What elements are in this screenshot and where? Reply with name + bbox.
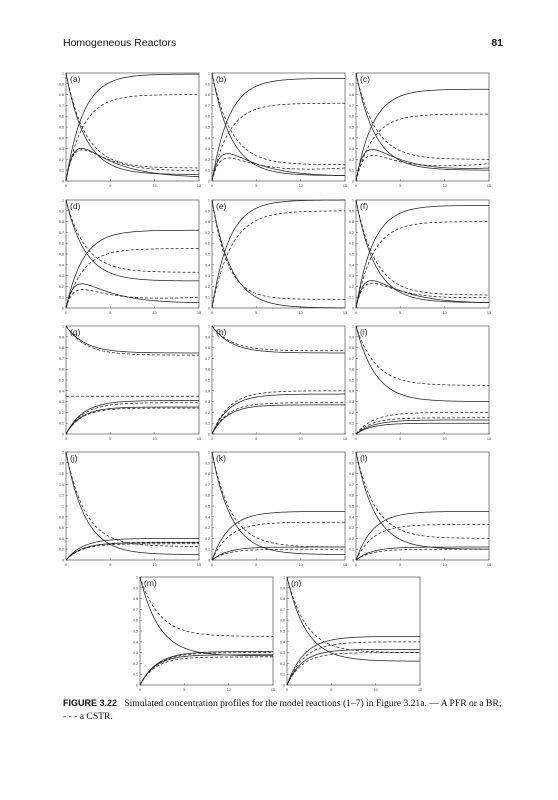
y-tick-label: 1: [208, 71, 210, 76]
y-tick-label: 0.1: [280, 672, 285, 677]
x-tick-label: 10: [298, 437, 303, 441]
y-tick-label: 0.5: [349, 125, 354, 130]
panel-i: [349, 325, 491, 442]
x-tick-label: 10: [442, 311, 447, 315]
y-tick-label: 0.5: [205, 504, 210, 509]
y-tick-label: 0.7: [205, 482, 210, 487]
panel-h: [205, 325, 347, 442]
y-tick-label: 0.8: [205, 346, 210, 351]
panel-letter: (c): [360, 74, 370, 84]
y-tick-label: 0.3: [349, 274, 354, 279]
y-tick-label: 0.6: [133, 618, 138, 623]
y-tick-label: 0.9: [205, 82, 210, 87]
y-tick-label: 0.3: [59, 274, 64, 279]
y-tick-label: 0.3: [59, 400, 64, 405]
x-tick-label: 0: [354, 437, 358, 441]
panel-e: [205, 199, 347, 316]
y-tick-label: 0.2: [59, 157, 64, 162]
x-tick-label: 5: [109, 184, 112, 188]
y-tick-label: 0: [208, 432, 210, 437]
y-tick-label: 0.7: [349, 356, 354, 361]
y-tick-label: 0.4: [59, 389, 64, 394]
y-tick-label: 0.9: [205, 335, 210, 340]
y-tick-label: 0: [352, 179, 354, 184]
x-tick-label: 10: [373, 688, 378, 692]
y-tick-label: 0.5: [349, 378, 354, 383]
plot-frame: [66, 326, 199, 434]
y-tick-label: 0.2: [349, 410, 354, 415]
y-tick-label: 1: [62, 198, 64, 203]
y-tick-label: 0.3: [205, 400, 210, 405]
x-tick-label: 15: [342, 184, 348, 188]
y-tick-label: 0.8: [205, 93, 210, 98]
panel-letter: (l): [360, 453, 368, 463]
y-tick-label: 0.7: [59, 230, 64, 235]
y-tick-label: 0.4: [133, 640, 138, 645]
y-tick-label: 0.6: [205, 114, 210, 119]
x-tick-label: 15: [486, 184, 492, 188]
panel-letter: (n): [291, 578, 302, 588]
panel-b: [205, 72, 347, 189]
running-title: Homogeneous Reactors: [63, 37, 177, 49]
x-tick-label: 15: [342, 437, 348, 441]
y-tick-label: 0.3: [205, 147, 210, 152]
y-tick-label: 0.2: [133, 661, 138, 666]
y-tick-label: 0.1: [349, 421, 354, 426]
panel-letter: (k): [216, 453, 226, 463]
x-tick-label: 5: [330, 688, 333, 692]
y-tick-label: 0.6: [205, 493, 210, 498]
x-tick-label: 0: [354, 184, 358, 188]
y-tick-label: 0.6: [205, 241, 210, 246]
x-tick-label: 10: [298, 311, 303, 315]
y-tick-label: 0.2: [59, 547, 64, 552]
y-tick-label: 1: [352, 198, 354, 203]
y-tick-label: 0.8: [349, 346, 354, 351]
panel-d: [59, 199, 201, 316]
y-tick-label: 0.3: [349, 400, 354, 405]
panel-c: [349, 72, 491, 189]
panel-l: [349, 451, 491, 568]
x-tick-label: 5: [255, 563, 258, 567]
y-tick-label: 0.1: [133, 672, 138, 677]
x-tick-label: 0: [354, 563, 358, 567]
x-tick-label: 10: [152, 437, 157, 441]
y-tick-label: 0.8: [349, 220, 354, 225]
y-tick-label: 0.9: [133, 586, 138, 591]
y-tick-label: 0.8: [59, 346, 64, 351]
y-tick-label: 0.3: [205, 526, 210, 531]
y-tick-label: 1: [62, 324, 64, 329]
y-tick-label: 0.1: [205, 421, 210, 426]
y-tick-label: 0: [62, 432, 64, 437]
y-tick-label: 0.1: [349, 295, 354, 300]
y-tick-label: 0.3: [133, 651, 138, 656]
y-tick-label: 0.8: [205, 220, 210, 225]
x-tick-label: 15: [486, 437, 492, 441]
x-tick-label: 0: [64, 311, 68, 315]
y-tick-label: 0.4: [349, 515, 354, 520]
y-tick-label: 1: [62, 504, 64, 509]
y-tick-label: 0: [136, 683, 138, 688]
y-tick-label: 0.7: [205, 103, 210, 108]
y-tick-label: 0.4: [205, 136, 210, 141]
y-tick-label: 0.9: [205, 209, 210, 214]
page-number: 81: [491, 37, 503, 49]
y-tick-label: 0.9: [349, 461, 354, 466]
y-tick-label: 0.7: [59, 356, 64, 361]
y-tick-label: 0.9: [59, 82, 64, 87]
y-tick-label: 0.6: [205, 367, 210, 372]
y-tick-label: 0.5: [59, 125, 64, 130]
y-tick-label: 0.1: [349, 168, 354, 173]
panel-letter: (b): [216, 74, 227, 84]
x-tick-label: 10: [442, 437, 447, 441]
y-tick-label: 0.2: [205, 536, 210, 541]
y-tick-label: 0.8: [133, 597, 138, 602]
y-tick-label: 0.8: [349, 93, 354, 98]
y-tick-label: 1.8: [59, 461, 64, 466]
y-tick-label: 0.8: [280, 597, 285, 602]
y-tick-label: 0.8: [59, 93, 64, 98]
x-tick-label: 10: [226, 688, 231, 692]
panel-letter: (h): [216, 327, 227, 337]
y-tick-label: 0.5: [205, 378, 210, 383]
y-tick-label: 0.2: [205, 284, 210, 289]
y-tick-label: 0.4: [59, 263, 64, 268]
y-tick-label: 1: [62, 71, 64, 76]
panel-letter: (m): [144, 578, 157, 588]
y-tick-label: 0.3: [59, 147, 64, 152]
x-tick-label: 5: [255, 184, 258, 188]
y-tick-label: 0.4: [349, 136, 354, 141]
y-tick-label: 1.2: [59, 493, 64, 498]
x-tick-label: 0: [64, 437, 68, 441]
y-tick-label: 0.7: [205, 230, 210, 235]
y-tick-label: 1: [352, 324, 354, 329]
y-tick-label: 0.9: [205, 461, 210, 466]
x-tick-label: 10: [152, 311, 157, 315]
y-tick-label: 0.6: [349, 114, 354, 119]
y-tick-label: 0: [62, 179, 64, 184]
y-tick-label: 0.7: [205, 356, 210, 361]
x-tick-label: 0: [64, 563, 68, 567]
plot-frame: [140, 577, 273, 685]
panel-f: [349, 199, 491, 316]
y-tick-label: 0.4: [205, 389, 210, 394]
x-tick-label: 0: [354, 311, 358, 315]
y-tick-label: 0.5: [349, 252, 354, 257]
y-tick-label: 0.2: [349, 157, 354, 162]
y-tick-label: 0.5: [205, 125, 210, 130]
x-tick-label: 0: [138, 688, 142, 692]
y-tick-label: 0.4: [205, 263, 210, 268]
figure-caption-text: Simulated concentration profiles for the model reactions (1–7) in Figure 3.21a. — A PFR or a BR; - - - a CSTR.: [63, 698, 502, 722]
panel-letter: (f): [360, 201, 369, 211]
y-tick-label: 0: [352, 306, 354, 311]
y-tick-label: 0.8: [59, 515, 64, 520]
y-tick-label: 0.2: [280, 661, 285, 666]
y-tick-label: 0.1: [205, 295, 210, 300]
x-tick-label: 10: [442, 184, 447, 188]
y-tick-label: 0.5: [59, 252, 64, 257]
y-tick-label: 1.4: [59, 482, 64, 487]
y-tick-label: 1: [283, 575, 285, 580]
y-tick-label: 0.7: [133, 607, 138, 612]
y-tick-label: 0.3: [349, 147, 354, 152]
x-tick-label: 15: [196, 563, 202, 567]
x-tick-label: 5: [109, 311, 112, 315]
panel-k: [205, 451, 347, 568]
y-tick-label: 1: [352, 71, 354, 76]
y-tick-label: 0.4: [349, 263, 354, 268]
y-tick-label: 0.3: [205, 274, 210, 279]
y-tick-label: 0.6: [280, 618, 285, 623]
y-tick-label: 0: [208, 179, 210, 184]
panel-letter: (i): [360, 327, 368, 337]
y-tick-label: 0.9: [280, 586, 285, 591]
y-tick-label: 0.6: [349, 241, 354, 246]
y-tick-label: 0.6: [349, 367, 354, 372]
x-tick-label: 5: [399, 311, 402, 315]
x-tick-label: 15: [270, 688, 276, 692]
y-tick-label: 0.5: [59, 378, 64, 383]
panel-m: [133, 576, 275, 693]
y-tick-label: 0.2: [59, 410, 64, 415]
x-tick-label: 5: [183, 688, 186, 692]
y-tick-label: 0.3: [280, 651, 285, 656]
panel-g: [59, 325, 201, 442]
y-tick-label: 0.4: [280, 640, 285, 645]
y-tick-label: 0.3: [349, 526, 354, 531]
x-tick-label: 0: [285, 688, 289, 692]
panel-n: [280, 576, 422, 693]
y-tick-label: 0.4: [205, 515, 210, 520]
x-tick-label: 5: [255, 437, 258, 441]
x-tick-label: 15: [486, 311, 492, 315]
y-tick-label: 0.6: [59, 526, 64, 531]
y-tick-label: 0.4: [59, 536, 64, 541]
y-tick-label: 0: [208, 306, 210, 311]
x-tick-label: 0: [210, 563, 214, 567]
y-tick-label: 2: [62, 450, 64, 455]
x-tick-label: 15: [196, 311, 202, 315]
y-tick-label: 0.6: [59, 241, 64, 246]
y-tick-label: 0.4: [59, 136, 64, 141]
y-tick-label: 0: [62, 558, 64, 563]
y-tick-label: 0.9: [349, 335, 354, 340]
y-tick-label: 0: [208, 558, 210, 563]
y-tick-label: 1: [208, 198, 210, 203]
y-tick-label: 0.4: [349, 389, 354, 394]
plot-frame: [212, 200, 345, 308]
y-tick-label: 0.7: [349, 103, 354, 108]
y-tick-label: 0.7: [349, 230, 354, 235]
panel-j: [59, 451, 201, 568]
y-tick-label: 0.9: [349, 82, 354, 87]
y-tick-label: 0.5: [133, 629, 138, 634]
y-tick-label: 0: [352, 432, 354, 437]
y-tick-label: 0.2: [205, 157, 210, 162]
y-tick-label: 0.2: [59, 284, 64, 289]
x-tick-label: 5: [399, 184, 402, 188]
y-tick-label: 0: [62, 306, 64, 311]
y-tick-label: 0.8: [349, 472, 354, 477]
x-tick-label: 15: [196, 184, 202, 188]
plot-frame: [356, 452, 489, 560]
y-tick-label: 0.9: [59, 335, 64, 340]
y-tick-label: 0.7: [280, 607, 285, 612]
x-tick-label: 10: [298, 563, 303, 567]
figure-label: FIGURE 3.22: [63, 698, 118, 708]
y-tick-label: 0.5: [349, 504, 354, 509]
x-tick-label: 0: [210, 311, 214, 315]
x-tick-label: 10: [152, 563, 157, 567]
y-tick-label: 0.8: [205, 472, 210, 477]
x-tick-label: 0: [64, 184, 68, 188]
figure-caption: [63, 697, 503, 723]
y-tick-label: 1: [208, 324, 210, 329]
x-tick-label: 10: [298, 184, 303, 188]
y-tick-label: 0: [352, 558, 354, 563]
y-tick-label: 0.1: [205, 168, 210, 173]
y-tick-label: 0.2: [205, 410, 210, 415]
y-tick-label: 0.5: [280, 629, 285, 634]
y-tick-label: 0.8: [59, 220, 64, 225]
x-tick-label: 15: [342, 563, 348, 567]
panel-a: [59, 72, 201, 189]
y-tick-label: 0.5: [205, 252, 210, 257]
y-tick-label: 1: [208, 450, 210, 455]
y-tick-label: 0.2: [349, 284, 354, 289]
x-tick-label: 15: [196, 437, 202, 441]
x-tick-label: 5: [109, 563, 112, 567]
y-tick-label: 0.7: [349, 482, 354, 487]
y-tick-label: 0.6: [59, 367, 64, 372]
panel-letter: (j): [70, 453, 78, 463]
panel-letter: (a): [70, 74, 81, 84]
y-tick-label: 0.6: [59, 114, 64, 119]
y-tick-label: 0.7: [59, 103, 64, 108]
y-tick-label: 0: [283, 683, 285, 688]
panel-letter: (g): [70, 327, 81, 337]
x-tick-label: 10: [152, 184, 157, 188]
y-tick-label: 0.6: [349, 493, 354, 498]
x-tick-label: 10: [442, 563, 447, 567]
x-tick-label: 5: [109, 437, 112, 441]
y-tick-label: 0.9: [59, 209, 64, 214]
panel-letter: (e): [216, 201, 227, 211]
y-tick-label: 0.1: [205, 547, 210, 552]
y-tick-label: 0.2: [349, 536, 354, 541]
x-tick-label: 15: [342, 311, 348, 315]
y-tick-label: 1: [136, 575, 138, 580]
y-tick-label: 1: [352, 450, 354, 455]
y-tick-label: 0.9: [349, 209, 354, 214]
x-tick-label: 15: [486, 563, 492, 567]
y-tick-label: 0.1: [59, 421, 64, 426]
x-tick-label: 0: [210, 437, 214, 441]
y-tick-label: 0.1: [349, 547, 354, 552]
x-tick-label: 5: [399, 563, 402, 567]
y-tick-label: 0.1: [59, 295, 64, 300]
y-tick-label: 0.1: [59, 168, 64, 173]
x-tick-label: 5: [399, 437, 402, 441]
x-tick-label: 15: [417, 688, 423, 692]
x-tick-label: 0: [210, 184, 214, 188]
panel-letter: (d): [70, 201, 81, 211]
y-tick-label: 1.6: [59, 472, 64, 477]
x-tick-label: 5: [255, 311, 258, 315]
